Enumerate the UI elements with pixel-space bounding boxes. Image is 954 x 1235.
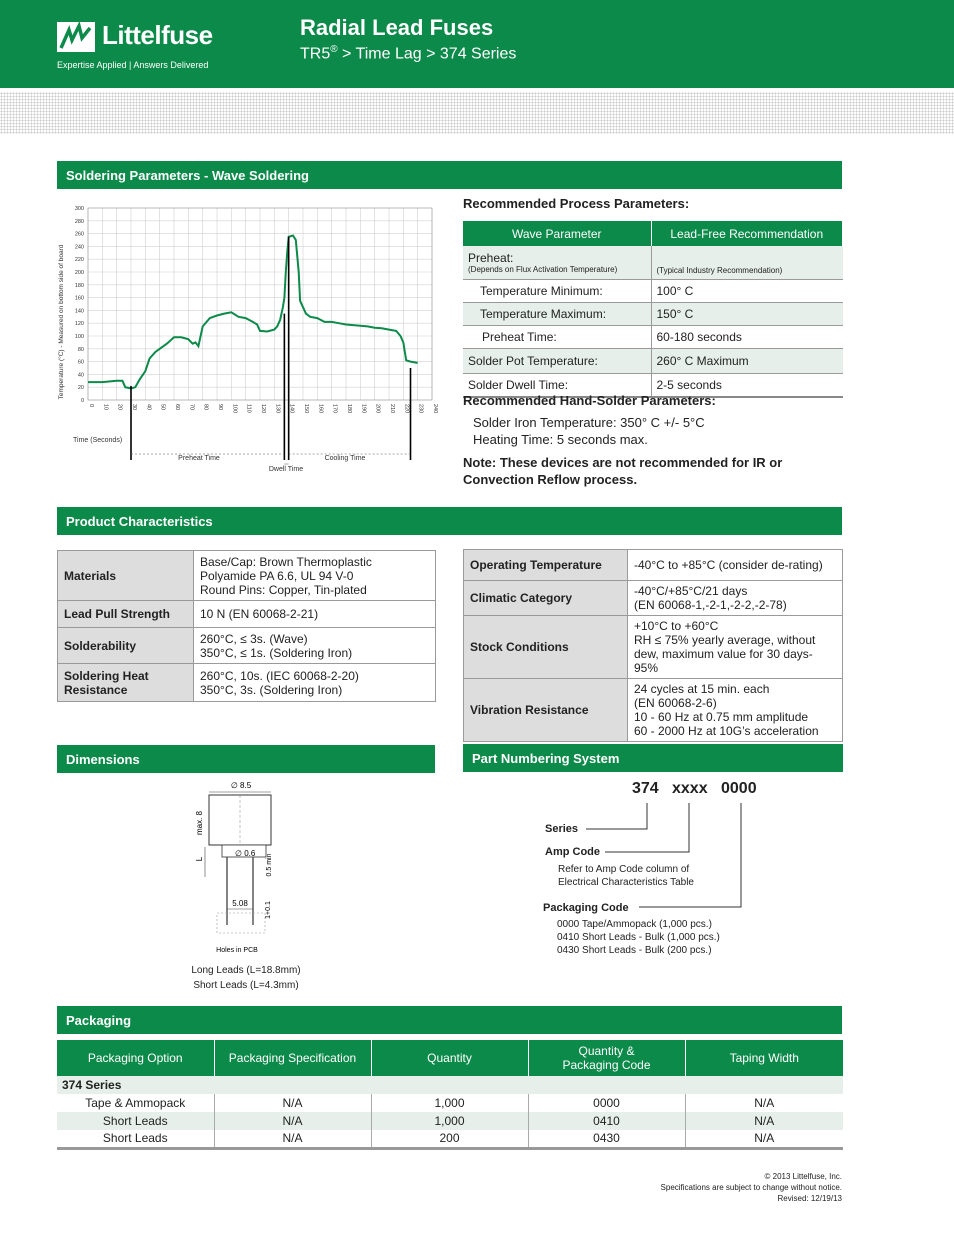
x-tick-label: 50 [159,404,166,411]
table-row: Vibration Resistance 24 cycles at 15 min. each (EN 60068-2-6) 10 - 60 Hz at 0.75 mm amplitude 60 - 2000 Hz at 10G’s acceleration [464,679,843,742]
time-window-markers [131,237,411,464]
code-pack: 0000 [721,780,757,797]
x-tick-label: 170 [331,404,338,414]
svg-text:1+0.1: 1+0.1 [265,901,272,919]
svg-text:∅ 8.5: ∅ 8.5 [230,781,252,790]
y-tick-label: 100 [74,334,84,340]
table-row: Solderability 260°C, ≤ 3s. (Wave) 350°C, ≤ 1s. (Soldering Iron) [58,628,436,664]
y-tick-label: 120 [74,321,84,328]
section-header-product: Product Characteristics [57,507,842,535]
x-tick-label: 190 [360,404,367,414]
series-label: Series [545,823,579,835]
x-tick-label: 10 [102,404,109,411]
x-tick-label: 30 [131,404,137,411]
x-tick-label: 200 [374,404,381,414]
x-tick-label: 90 [217,404,223,411]
product-characteristics-right [463,549,843,742]
y-tick-label: 260 [74,231,84,238]
list-item: 0000 Tape/Ammopack (1,000 pcs.) [557,919,712,930]
revised: Revised: 12/19/13 [777,1194,842,1203]
table-row: Climatic Category -40°C/+85°C/21 days (EN 60068-1,-2-1,-2-2,-2-78) [464,581,843,616]
x-tick-label: 240 [432,404,438,414]
table-row: Stock Conditions +10°C to +60°C RH ≤ 75% yearly average, without dew, maximum value for 30 days- 95% [464,616,843,679]
x-tick-label: 20 [116,404,123,411]
packaging-table: Packaging Option Packaging Specification Quantity Quantity & Packaging Code Taping Width 374 Series Tape & Ammopack N/A 1,000 0000 N/A Short Leads N/A 1,000 0410 N/A Short Leads N/A 200 0430 N/A [57,1040,843,1150]
part-number-leader-lines [463,800,843,920]
page-title: Radial Lead Fuses [300,15,494,40]
y-tick-label: 180 [74,282,84,289]
section-header-packaging: Packaging [57,1006,842,1034]
x-tick-label: 80 [202,404,209,411]
x-tick-label: 110 [245,404,252,413]
x-tick-label: 40 [145,404,152,411]
section-header-part-numbering: Part Numbering System [463,744,843,772]
code-series: 374 [632,780,659,797]
preheat-time-label: Preheat Time [178,455,220,462]
table-row: Preheat Time: 60-180 seconds [463,325,843,348]
table-row: Temperature Maximum: 150° C [463,302,843,325]
brand-tagline: Expertise Applied | Answers Delivered [57,60,209,70]
table-row: Solder Pot Temperature: 260° C Maximum [463,348,843,373]
svg-text:Holes in PCB: Holes in PCB [216,947,258,954]
short-leads-note: Short Leads (L=4.3mm) [193,980,299,991]
section-header-dimensions: Dimensions [57,745,435,773]
svg-text:max. 8: max. 8 [195,810,204,836]
x-tick-label: 100 [231,404,238,414]
x-tick-label: 0 [88,404,94,408]
x-tick-label: 220 [403,404,410,414]
footer [540,1171,842,1204]
dwell-time-label: Dwell Time [268,466,304,473]
y-tick-label: 240 [74,244,84,251]
table-row: Short Leads N/A 1,000 0410 N/A [57,1112,843,1130]
y-tick-label: 140 [74,308,84,315]
littelfuse-logo-icon [57,22,95,57]
amp-code-label: Amp Code [545,846,600,858]
svg-text:L: L [195,856,204,862]
dot-pattern-band [0,92,954,134]
dimensions-drawing [57,775,435,995]
y-tick-label: 280 [74,218,84,225]
y-tick-label: 160 [74,295,84,302]
copyright: © 2013 Littelfuse, Inc. [764,1172,842,1181]
process-params-table [463,221,843,398]
x-tick-label: 120 [260,404,266,414]
table-row: Lead Pull Strength 10 N (EN 60068-2-21) [58,601,436,628]
list-item: 0430 Short Leads - Bulk (200 pcs.) [557,945,712,956]
table-row: Tape & Ammopack N/A 1,000 0000 N/A [57,1094,843,1112]
packaging-code-list [557,918,720,957]
page-subtitle: TR5® > Time Lag > 374 Series [300,44,517,63]
x-tick-label: 150 [303,404,309,414]
table-row: Operating Temperature -40°C to +85°C (consider de-rating) [464,550,843,581]
packaging-code-label: Packaging Code [543,902,629,914]
section-header-soldering: Soldering Parameters - Wave Soldering [57,161,842,189]
table-row: Temperature Minimum: 100° C [463,279,843,302]
y-tick-label: 200 [74,270,84,276]
table-row: Preheat: (Depends on Flux Activation Temperature) (Typical Industry Recommendation) [463,246,843,279]
notice: Specifications are subject to change without notice. [660,1183,842,1192]
y-tick-label: 60 [77,359,84,366]
x-tick-label: 140 [288,404,295,414]
svg-text:0.5 min: 0.5 min [266,853,273,877]
table-row: Materials Base/Cap: Brown Thermoplastic Polyamide PA 6.6, UL 94 V-0 Round Pins: Copper, Tin-plated [58,551,436,601]
chart-y-axis-label: Temperature (°C) - Measured on bottom side of board [58,244,65,400]
svg-text:∅ 0.6: ∅ 0.6 [235,849,256,858]
table-row: Soldering Heat Resistance 260°C, 10s. (IEC 60068-2-20) 350°C, 3s. (Soldering Iron) [58,664,436,702]
chart-x-axis-label: Time (Seconds) [73,437,123,444]
x-tick-label: 180 [346,404,352,414]
brand-name: Littelfuse [102,20,213,50]
code-amp: xxxx [672,780,708,797]
x-tick-label: 130 [274,404,281,414]
table-row: Solder Dwell Time: 2-5 seconds [463,373,843,397]
hand-solder-line-2: Heating Time: 5 seconds max. [473,432,648,447]
group-label: 374 Series [62,1078,122,1092]
y-tick-label: 80 [77,346,84,353]
x-tick-label: 210 [389,404,395,414]
y-tick-label: 20 [77,385,84,392]
y-tick-label: 300 [74,206,84,212]
y-tick-label: 0 [80,398,84,404]
y-tick-label: 220 [74,257,84,264]
table-row: Short Leads N/A 200 0430 N/A [57,1130,843,1148]
x-tick-label: 160 [317,404,324,414]
temperature-profile-line [88,236,418,389]
cooling-time-label: Cooling Time [324,455,366,462]
x-tick-label: 70 [188,404,195,411]
product-characteristics-left [57,550,436,702]
long-leads-note: Long Leads (L=18.8mm) [191,965,301,976]
soldering-profile-chart [57,198,437,478]
ir-reflow-note: Note: These devices are not recommended for IR or Convection Reflow process. [463,455,783,487]
amp-code-desc: Refer to Amp Code column of Electrical Characteristics Table [558,864,694,888]
process-params-title: Recommended Process Parameters: [463,196,690,211]
x-tick-label: 60 [174,404,180,411]
svg-text:5.08: 5.08 [232,899,248,908]
hand-solder-title: Recommended Hand-Solder Parameters: [463,393,716,408]
y-tick-label: 40 [77,372,84,379]
col-wave-parameter: Wave Parameter [463,221,651,246]
x-tick-label: 230 [417,404,424,414]
hand-solder-line-1: Solder Iron Temperature: 350° C +/- 5°C [473,415,705,430]
col-lead-free: Lead-Free Recommendation [651,221,843,246]
list-item: 0410 Short Leads - Bulk (1,000 pcs.) [557,932,720,943]
